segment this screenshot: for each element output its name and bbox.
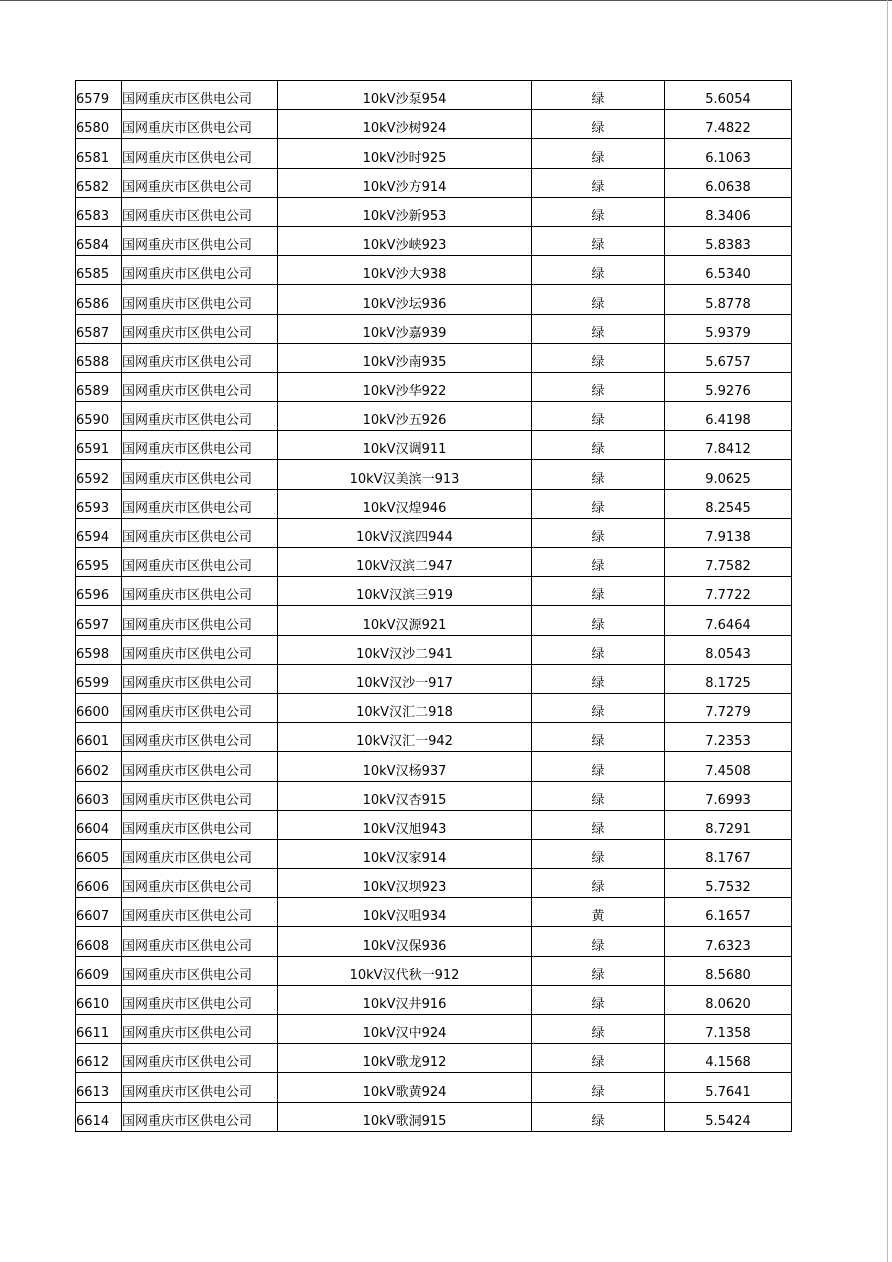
- value-cell: 7.6464: [665, 606, 792, 635]
- company-cell: 国网重庆市区供电公司: [122, 431, 278, 460]
- line-name-cell: 10kV汉滨三919: [278, 577, 532, 606]
- status-cell: 绿: [532, 139, 665, 168]
- line-name-cell: 10kV汉汇一942: [278, 723, 532, 752]
- row-id-cell: 6598: [76, 635, 122, 664]
- line-name-cell: 10kV沙新953: [278, 197, 532, 226]
- row-id-cell: 6581: [76, 139, 122, 168]
- value-cell: 6.0638: [665, 168, 792, 197]
- status-cell: 绿: [532, 226, 665, 255]
- value-cell: 8.5680: [665, 956, 792, 985]
- company-cell: 国网重庆市区供电公司: [122, 460, 278, 489]
- table-row: [76, 256, 792, 285]
- line-name-cell: 10kV汉调911: [278, 431, 532, 460]
- value-cell: 8.1725: [665, 664, 792, 693]
- company-cell: 国网重庆市区供电公司: [122, 898, 278, 927]
- row-id-cell: 6612: [76, 1044, 122, 1073]
- row-id-cell: 6595: [76, 548, 122, 577]
- company-cell: 国网重庆市区供电公司: [122, 1073, 278, 1102]
- status-cell: 绿: [532, 81, 665, 110]
- row-id-cell: 6608: [76, 927, 122, 956]
- value-cell: 5.9276: [665, 372, 792, 401]
- row-id-cell: 6605: [76, 839, 122, 868]
- value-cell: 7.8412: [665, 431, 792, 460]
- line-name-cell: 10kV沙嘉939: [278, 314, 532, 343]
- table-row: [76, 1102, 792, 1131]
- table-row: [76, 664, 792, 693]
- status-cell: 绿: [532, 1044, 665, 1073]
- line-name-cell: 10kV沙坛936: [278, 285, 532, 314]
- table-row: [76, 314, 792, 343]
- table-row: [76, 402, 792, 431]
- row-id-cell: 6590: [76, 402, 122, 431]
- company-cell: 国网重庆市区供电公司: [122, 1102, 278, 1131]
- table-row: [76, 1073, 792, 1102]
- line-name-cell: 10kV沙大938: [278, 256, 532, 285]
- value-cell: 6.1063: [665, 139, 792, 168]
- line-name-cell: 10kV沙时925: [278, 139, 532, 168]
- value-cell: 6.5340: [665, 256, 792, 285]
- row-id-cell: 6614: [76, 1102, 122, 1131]
- company-cell: 国网重庆市区供电公司: [122, 956, 278, 985]
- row-id-cell: 6602: [76, 752, 122, 781]
- line-name-cell: 10kV汉沙一917: [278, 664, 532, 693]
- table-row: [76, 956, 792, 985]
- table-row: [76, 197, 792, 226]
- company-cell: 国网重庆市区供电公司: [122, 489, 278, 518]
- line-name-cell: 10kV沙华922: [278, 372, 532, 401]
- table-row: [76, 431, 792, 460]
- table-row: [76, 869, 792, 898]
- status-cell: 绿: [532, 810, 665, 839]
- status-cell: 绿: [532, 956, 665, 985]
- value-cell: 7.4508: [665, 752, 792, 781]
- status-cell: 绿: [532, 285, 665, 314]
- company-cell: 国网重庆市区供电公司: [122, 168, 278, 197]
- table-row: [76, 898, 792, 927]
- table-row: [76, 577, 792, 606]
- row-id-cell: 6611: [76, 1015, 122, 1044]
- value-cell: 7.4822: [665, 110, 792, 139]
- status-cell: 绿: [532, 1102, 665, 1131]
- line-name-cell: 10kV沙泵954: [278, 81, 532, 110]
- value-cell: 6.1657: [665, 898, 792, 927]
- table-row: [76, 1015, 792, 1044]
- row-id-cell: 6610: [76, 985, 122, 1014]
- company-cell: 国网重庆市区供电公司: [122, 548, 278, 577]
- line-name-cell: 10kV汉滨二947: [278, 548, 532, 577]
- row-id-cell: 6580: [76, 110, 122, 139]
- row-id-cell: 6591: [76, 431, 122, 460]
- status-cell: 绿: [532, 256, 665, 285]
- value-cell: 8.1767: [665, 839, 792, 868]
- company-cell: 国网重庆市区供电公司: [122, 781, 278, 810]
- status-cell: 绿: [532, 985, 665, 1014]
- status-cell: 绿: [532, 869, 665, 898]
- status-cell: 绿: [532, 197, 665, 226]
- status-cell: 绿: [532, 110, 665, 139]
- row-id-cell: 6579: [76, 81, 122, 110]
- value-cell: 7.2353: [665, 723, 792, 752]
- table-row: [76, 285, 792, 314]
- line-name-cell: 10kV沙方914: [278, 168, 532, 197]
- company-cell: 国网重庆市区供电公司: [122, 1044, 278, 1073]
- table-row: [76, 635, 792, 664]
- row-id-cell: 6588: [76, 343, 122, 372]
- table-row: [76, 168, 792, 197]
- company-cell: 国网重庆市区供电公司: [122, 1015, 278, 1044]
- company-cell: 国网重庆市区供电公司: [122, 285, 278, 314]
- status-cell: 绿: [532, 723, 665, 752]
- value-cell: 5.7641: [665, 1073, 792, 1102]
- status-cell: 绿: [532, 548, 665, 577]
- company-cell: 国网重庆市区供电公司: [122, 577, 278, 606]
- table-row: [76, 606, 792, 635]
- company-cell: 国网重庆市区供电公司: [122, 256, 278, 285]
- value-cell: 7.7279: [665, 693, 792, 722]
- status-cell: 绿: [532, 839, 665, 868]
- line-name-cell: 10kV汉坝923: [278, 869, 532, 898]
- value-cell: 7.6993: [665, 781, 792, 810]
- table-row: [76, 1044, 792, 1073]
- line-name-cell: 10kV歌黄924: [278, 1073, 532, 1102]
- status-cell: 绿: [532, 606, 665, 635]
- row-id-cell: 6583: [76, 197, 122, 226]
- line-name-cell: 10kV汉中924: [278, 1015, 532, 1044]
- row-id-cell: 6584: [76, 226, 122, 255]
- line-name-cell: 10kV汉沙二941: [278, 635, 532, 664]
- line-name-cell: 10kV汉代秋一912: [278, 956, 532, 985]
- table-row: [76, 839, 792, 868]
- status-cell: 绿: [532, 577, 665, 606]
- value-cell: 5.6757: [665, 343, 792, 372]
- row-id-cell: 6582: [76, 168, 122, 197]
- row-id-cell: 6601: [76, 723, 122, 752]
- row-id-cell: 6613: [76, 1073, 122, 1102]
- company-cell: 国网重庆市区供电公司: [122, 635, 278, 664]
- company-cell: 国网重庆市区供电公司: [122, 693, 278, 722]
- status-cell: 绿: [532, 402, 665, 431]
- status-cell: 绿: [532, 168, 665, 197]
- company-cell: 国网重庆市区供电公司: [122, 372, 278, 401]
- company-cell: 国网重庆市区供电公司: [122, 810, 278, 839]
- page-right-border: [887, 0, 888, 1262]
- value-cell: 5.7532: [665, 869, 792, 898]
- value-cell: 8.7291: [665, 810, 792, 839]
- value-cell: 8.3406: [665, 197, 792, 226]
- value-cell: 7.1358: [665, 1015, 792, 1044]
- feeder-table-body: [76, 81, 792, 1132]
- value-cell: 5.9379: [665, 314, 792, 343]
- value-cell: 6.4198: [665, 402, 792, 431]
- status-cell: 绿: [532, 431, 665, 460]
- company-cell: 国网重庆市区供电公司: [122, 343, 278, 372]
- value-cell: 7.7722: [665, 577, 792, 606]
- status-cell: 绿: [532, 343, 665, 372]
- row-id-cell: 6599: [76, 664, 122, 693]
- line-name-cell: 10kV汉煌946: [278, 489, 532, 518]
- value-cell: 9.0625: [665, 460, 792, 489]
- row-id-cell: 6597: [76, 606, 122, 635]
- table-row: [76, 810, 792, 839]
- table-row: [76, 343, 792, 372]
- status-cell: 绿: [532, 372, 665, 401]
- line-name-cell: 10kV沙南935: [278, 343, 532, 372]
- row-id-cell: 6592: [76, 460, 122, 489]
- value-cell: 7.7582: [665, 548, 792, 577]
- line-name-cell: 10kV汉保936: [278, 927, 532, 956]
- value-cell: 5.8383: [665, 226, 792, 255]
- table-row: [76, 548, 792, 577]
- status-cell: 绿: [532, 314, 665, 343]
- company-cell: 国网重庆市区供电公司: [122, 927, 278, 956]
- page-top-border: [0, 0, 892, 1]
- line-name-cell: 10kV沙五926: [278, 402, 532, 431]
- row-id-cell: 6596: [76, 577, 122, 606]
- value-cell: 7.6323: [665, 927, 792, 956]
- row-id-cell: 6589: [76, 372, 122, 401]
- row-id-cell: 6600: [76, 693, 122, 722]
- line-name-cell: 10kV歌龙912: [278, 1044, 532, 1073]
- company-cell: 国网重庆市区供电公司: [122, 226, 278, 255]
- company-cell: 国网重庆市区供电公司: [122, 110, 278, 139]
- row-id-cell: 6603: [76, 781, 122, 810]
- table-row: [76, 723, 792, 752]
- row-id-cell: 6593: [76, 489, 122, 518]
- table-row: [76, 460, 792, 489]
- line-name-cell: 10kV沙树924: [278, 110, 532, 139]
- company-cell: 国网重庆市区供电公司: [122, 985, 278, 1014]
- row-id-cell: 6587: [76, 314, 122, 343]
- row-id-cell: 6586: [76, 285, 122, 314]
- company-cell: 国网重庆市区供电公司: [122, 723, 278, 752]
- line-name-cell: 10kV汉咀934: [278, 898, 532, 927]
- table-row: [76, 139, 792, 168]
- value-cell: 5.8778: [665, 285, 792, 314]
- company-cell: 国网重庆市区供电公司: [122, 839, 278, 868]
- status-cell: 绿: [532, 518, 665, 547]
- line-name-cell: 10kV汉旭943: [278, 810, 532, 839]
- row-id-cell: 6607: [76, 898, 122, 927]
- row-id-cell: 6609: [76, 956, 122, 985]
- line-name-cell: 10kV汉井916: [278, 985, 532, 1014]
- status-cell: 黄: [532, 898, 665, 927]
- row-id-cell: 6606: [76, 869, 122, 898]
- status-cell: 绿: [532, 927, 665, 956]
- status-cell: 绿: [532, 693, 665, 722]
- company-cell: 国网重庆市区供电公司: [122, 197, 278, 226]
- table-row: [76, 372, 792, 401]
- value-cell: 8.2545: [665, 489, 792, 518]
- status-cell: 绿: [532, 664, 665, 693]
- line-name-cell: 10kV沙峡923: [278, 226, 532, 255]
- feeder-table: [75, 80, 792, 1132]
- table-row: [76, 781, 792, 810]
- row-id-cell: 6604: [76, 810, 122, 839]
- line-name-cell: 10kV汉汇二918: [278, 693, 532, 722]
- table-row: [76, 489, 792, 518]
- company-cell: 国网重庆市区供电公司: [122, 402, 278, 431]
- company-cell: 国网重庆市区供电公司: [122, 606, 278, 635]
- company-cell: 国网重庆市区供电公司: [122, 81, 278, 110]
- status-cell: 绿: [532, 781, 665, 810]
- status-cell: 绿: [532, 489, 665, 518]
- value-cell: 4.1568: [665, 1044, 792, 1073]
- value-cell: 7.9138: [665, 518, 792, 547]
- status-cell: 绿: [532, 1015, 665, 1044]
- line-name-cell: 10kV汉源921: [278, 606, 532, 635]
- line-name-cell: 10kV歌洞915: [278, 1102, 532, 1131]
- table-row: [76, 81, 792, 110]
- table-row: [76, 110, 792, 139]
- company-cell: 国网重庆市区供电公司: [122, 139, 278, 168]
- value-cell: 8.0620: [665, 985, 792, 1014]
- value-cell: 5.5424: [665, 1102, 792, 1131]
- line-name-cell: 10kV汉杨937: [278, 752, 532, 781]
- value-cell: 5.6054: [665, 81, 792, 110]
- company-cell: 国网重庆市区供电公司: [122, 664, 278, 693]
- line-name-cell: 10kV汉杏915: [278, 781, 532, 810]
- table-row: [76, 693, 792, 722]
- table-row: [76, 226, 792, 255]
- status-cell: 绿: [532, 460, 665, 489]
- table-row: [76, 985, 792, 1014]
- line-name-cell: 10kV汉家914: [278, 839, 532, 868]
- company-cell: 国网重庆市区供电公司: [122, 314, 278, 343]
- company-cell: 国网重庆市区供电公司: [122, 869, 278, 898]
- status-cell: 绿: [532, 635, 665, 664]
- row-id-cell: 6585: [76, 256, 122, 285]
- line-name-cell: 10kV汉美滨一913: [278, 460, 532, 489]
- table-row: [76, 927, 792, 956]
- value-cell: 8.0543: [665, 635, 792, 664]
- company-cell: 国网重庆市区供电公司: [122, 518, 278, 547]
- row-id-cell: 6594: [76, 518, 122, 547]
- company-cell: 国网重庆市区供电公司: [122, 752, 278, 781]
- table-row: [76, 752, 792, 781]
- table-row: [76, 518, 792, 547]
- status-cell: 绿: [532, 1073, 665, 1102]
- line-name-cell: 10kV汉滨四944: [278, 518, 532, 547]
- status-cell: 绿: [532, 752, 665, 781]
